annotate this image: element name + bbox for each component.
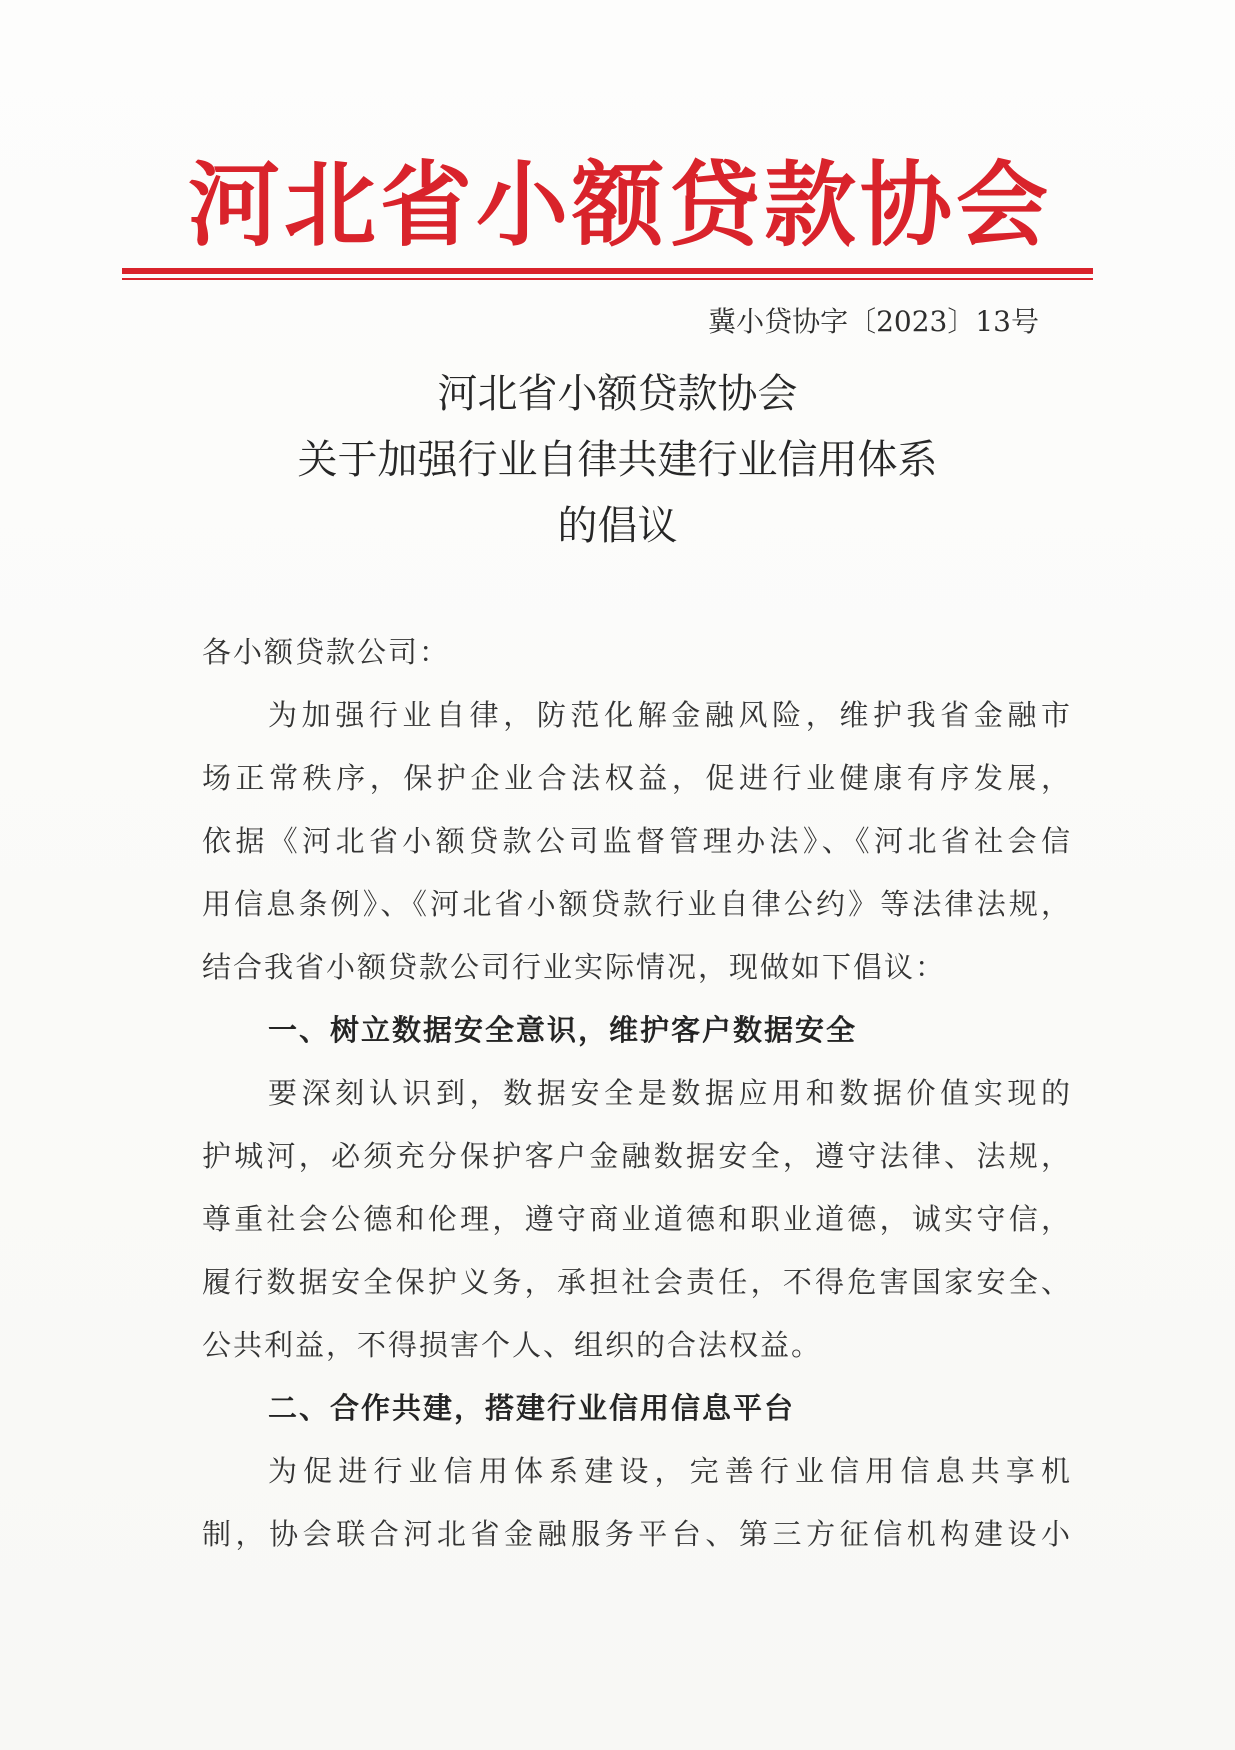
section-1-heading: 一、树立数据安全意识，维护客户数据安全 xyxy=(268,1013,858,1047)
document-number: 冀小贷协字〔2023〕13号 xyxy=(708,305,1039,338)
section-1-line: 要深刻认识到，数据安全是数据应用和数据价值实现的 xyxy=(268,1076,1070,1110)
intro-line: 依据《河北省小额贷款公司监督管理办法》、《河北省社会信 xyxy=(202,824,1070,858)
section-2-line: 制，协会联合河北省金融服务平台、第三方征信机构建设小 xyxy=(202,1517,1070,1551)
intro-line: 用信息条例》、《河北省小额贷款行业自律公约》等法律法规， xyxy=(202,887,1070,921)
letterhead-red-rule-thin xyxy=(122,278,1093,280)
section-1-line: 护城河，必须充分保护客户金融数据安全，遵守法律、法规， xyxy=(202,1139,1070,1173)
section-2-line: 为促进行业信用体系建设，完善行业信用信息共享机 xyxy=(268,1454,1070,1488)
intro-line: 结合我省小额贷款公司行业实际情况，现做如下倡议： xyxy=(202,950,947,984)
section-2-heading: 二、合作共建，搭建行业信用信息平台 xyxy=(268,1391,796,1425)
section-1-line: 履行数据安全保护义务，承担社会责任，不得危害国家安全、 xyxy=(202,1265,1070,1299)
letterhead-red-rule-thick xyxy=(122,268,1093,274)
section-1-line: 公共利益，不得损害个人、组织的合法权益。 xyxy=(202,1328,823,1362)
document-title-line-1: 河北省小额贷款协会 xyxy=(437,371,798,417)
intro-line: 为加强行业自律，防范化解金融风险，维护我省金融市 xyxy=(268,698,1070,732)
document-title-line-2: 关于加强行业自律共建行业信用体系 xyxy=(297,437,938,483)
document-title-line-3: 的倡议 xyxy=(557,503,678,549)
section-1-line: 尊重社会公德和伦理，遵守商业道德和职业道德，诚实守信， xyxy=(202,1202,1070,1236)
intro-line: 场正常秩序，保护企业合法权益，促进行业健康有序发展， xyxy=(202,761,1070,795)
salutation: 各小额贷款公司： xyxy=(202,635,451,669)
letterhead-org-name: 河北省小额贷款协会 xyxy=(187,151,1052,259)
